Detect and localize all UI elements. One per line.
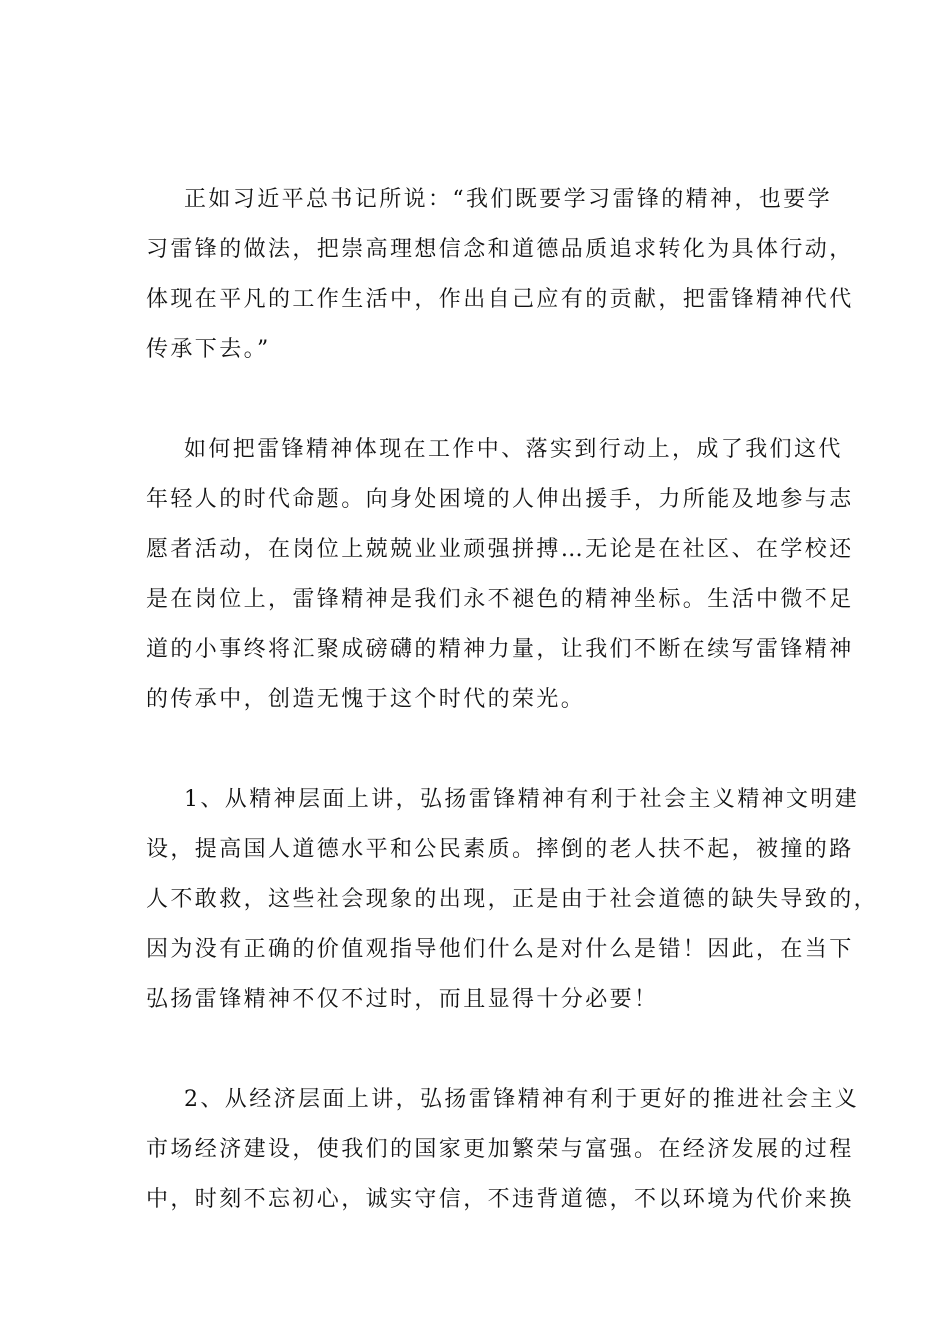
text-line: 年轻人的时代命题。向身处困境的人伸出援手，力所能及地参与志: [146, 487, 854, 512]
text-line: 因为没有正确的价值观指导他们什么是对什么是错！因此，在当下: [146, 937, 854, 962]
text-line: 正如习近平总书记所说：“我们既要学习雷锋的精神，也要学: [184, 187, 833, 212]
text-line: 传承下去。”: [146, 337, 271, 362]
text-line: 2、从经济层面上讲，弘扬雷锋精神有利于更好的推进社会主义: [184, 1087, 860, 1112]
text-line: 习雷锋的做法，把崇高理想信念和道德品质追求转化为具体行动，: [146, 237, 854, 262]
paragraph-4: [146, 1075, 860, 1225]
text-line: 是在岗位上，雷锋精神是我们永不褪色的精神坐标。生活中微不足: [146, 587, 854, 612]
paragraph-2: [146, 425, 854, 725]
text-line: 道的小事终将汇聚成磅礴的精神力量，让我们不断在续写雷锋精神: [146, 637, 854, 662]
text-line: 人不敢救，这些社会现象的出现，正是由于社会道德的缺失导致的，: [146, 887, 879, 912]
paragraph-1: [146, 175, 854, 375]
text-line: 中，时刻不忘初心，诚实守信，不违背道德，不以环境为代价来换: [146, 1187, 854, 1212]
text-line: 设，提高国人道德水平和公民素质。摔倒的老人扶不起，被撞的路: [146, 837, 854, 862]
text-line: 体现在平凡的工作生活中，作出自己应有的贡献，把雷锋精神代代: [146, 287, 854, 312]
text-line: 1、从精神层面上讲，弘扬雷锋精神有利于社会主义精神文明建: [184, 787, 860, 812]
text-line: 如何把雷锋精神体现在工作中、落实到行动上，成了我们这代: [184, 437, 843, 462]
text-line: 弘扬雷锋精神不仅不过时，而且显得十分必要！: [146, 987, 659, 1012]
text-line: 市场经济建设，使我们的国家更加繁荣与富强。在经济发展的过程: [146, 1137, 854, 1162]
text-line: 愿者活动，在岗位上兢兢业业顽强拼搏…无论是在社区、在学校还: [146, 537, 854, 562]
paragraph-3: [146, 775, 879, 1025]
text-line: 的传承中，创造无愧于这个时代的荣光。: [146, 687, 586, 712]
